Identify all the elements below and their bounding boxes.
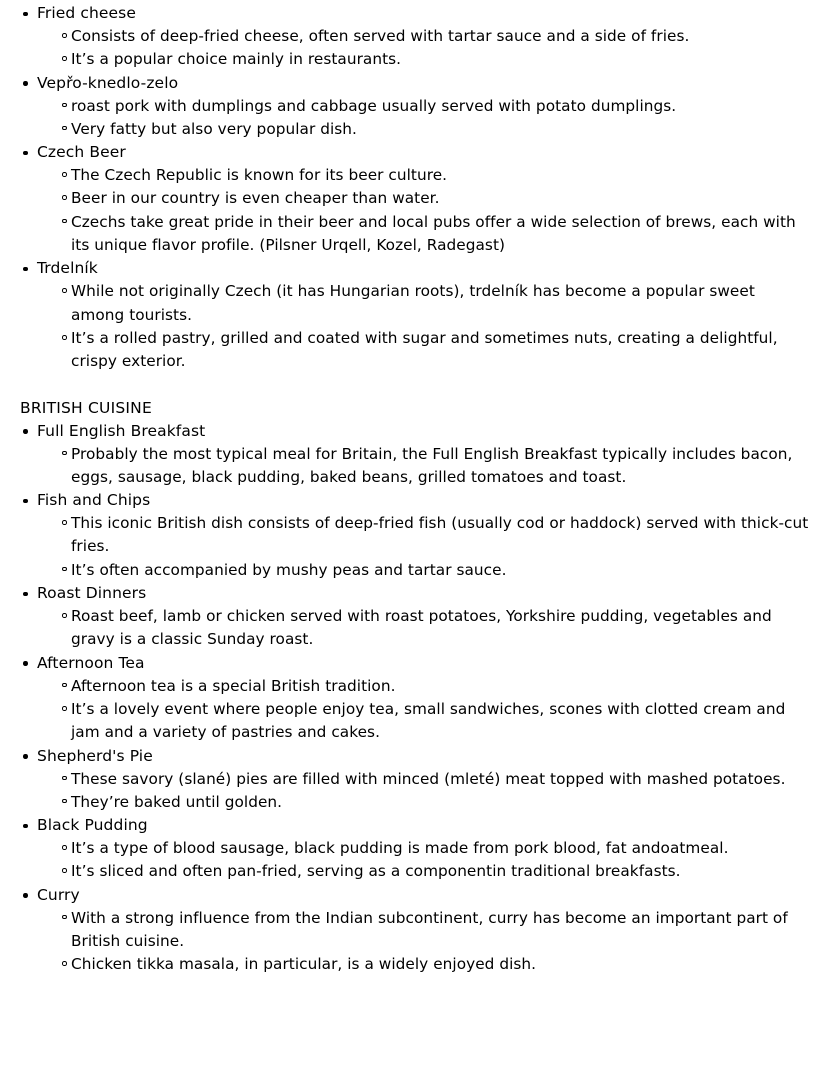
sub-list-item [20,164,810,187]
bullet-list [20,2,810,374]
sub-list-item [20,698,810,745]
sub-bullet-list [20,675,810,745]
list-item-title: Shepherd's Pie [37,746,153,765]
list-item [20,884,810,977]
sub-list-item-text: While not originally Czech (it has Hungarian roots), trdelník has become a popular sweet among tourists. [71,282,755,324]
disc-bullet-icon [23,499,28,504]
list-item-title-row [20,257,810,280]
sub-list-item [20,559,810,582]
sub-list-item-text: This iconic British dish consists of deep-fried fish (usually cod or haddock) served with thick-cut fries. [71,514,809,556]
list-item-title: Roast Dinners [37,584,147,603]
sub-list-item-text: Very fatty but also very popular dish. [71,119,357,138]
sub-list-item [20,791,810,814]
disc-bullet-icon [23,754,28,759]
list-item-title: Curry [37,885,80,904]
list-item-title-row [20,582,810,605]
list-item-title: Czech Beer [37,143,126,162]
sub-list-item-text: It’s sliced and often pan-fried, serving as a componentin traditional breakfasts. [71,862,681,881]
sub-list-item-text: These savory (slané) pies are filled with minced (mleté) meat topped with mashed potatoes. [71,769,786,788]
sub-list-item-text: It’s a rolled pastry, grilled and coated with sugar and sometimes nuts, creating a delightful, crispy exterior. [71,328,778,371]
circle-bullet-icon [62,195,67,200]
sub-list-item-text: It’s a type of blood sausage, black pudding is made from pork blood, fat andoatmeal. [71,839,729,858]
list-item-title-row [20,420,810,443]
list-item-title-row [20,884,810,907]
paragraph-spacer [20,374,810,397]
sub-list-item-text: Chicken tikka masala, in particular, is a widely enjoyed dish. [71,955,537,974]
list-item [20,489,810,582]
sub-list-item-text: The Czech Republic is known for its beer culture. [71,166,448,185]
sub-list-item [20,605,810,652]
circle-bullet-icon [62,103,67,108]
sub-list-item-text: Czechs take great pride in their beer and local pubs offer a wide selection of brews, each with its unique flavor profile. (Pilsner Urqell, Kozel, Radegast) [71,212,796,255]
sub-list-item-text: Probably the most typical meal for Britain, the Full English Breakfast typically includes bacon, eggs, sausage, black pudding, baked beans, grilled tomatoes and toast. [71,444,793,486]
circle-bullet-icon [62,56,67,61]
sub-list-item [20,280,810,327]
sub-bullet-list [20,837,810,884]
list-item-title: Black Pudding [37,816,148,835]
sub-list-item [20,327,810,374]
list-item [20,745,810,815]
sub-bullet-list [20,95,810,142]
circle-bullet-icon [62,776,67,781]
sub-list-item [20,443,810,490]
list-item-title: Afternoon Tea [37,653,145,672]
list-item [20,420,810,490]
sub-list-item-text: With a strong influence from the Indian subcontinent, curry has become an important part of British cuisine. [71,908,788,951]
sub-bullet-list [20,443,810,490]
disc-bullet-icon [23,824,28,829]
sub-list-item-text: Beer in our country is even cheaper than water. [71,189,440,208]
list-item [20,72,810,142]
sub-list-item-text: It’s a lovely event where people enjoy tea, small sandwiches, scones with clotted cream and jam and a variety of pastries and cakes. [71,699,786,742]
sub-bullet-list [20,280,810,373]
sub-list-item [20,837,810,860]
list-item [20,652,810,745]
circle-bullet-icon [62,126,67,131]
list-item [20,257,810,373]
sub-list-item-text: Consists of deep-fried cheese, often served with tartar sauce and a side of fries. [71,27,690,45]
sub-list-item [20,768,810,791]
circle-bullet-icon [62,845,67,850]
list-item-title: Fish and Chips [37,491,151,510]
list-item-title-row [20,814,810,837]
circle-bullet-icon [62,451,67,456]
circle-bullet-icon [62,868,67,873]
sub-list-item [20,907,810,954]
sub-list-item-text: roast pork with dumplings and cabbage usually served with potato dumplings. [71,96,677,115]
list-item-title-row [20,72,810,95]
list-item-title-row [20,489,810,512]
circle-bullet-icon [62,706,67,711]
sub-list-item-text: It’s a popular choice mainly in restaurants. [71,50,402,69]
circle-bullet-icon [62,567,67,572]
sub-bullet-list [20,25,810,72]
circle-bullet-icon [62,915,67,920]
circle-bullet-icon [62,799,67,804]
sub-bullet-list [20,907,810,977]
list-item [20,814,810,884]
disc-bullet-icon [23,12,28,17]
disc-bullet-icon [23,81,28,86]
sub-bullet-list [20,512,810,582]
sub-list-item-text: They’re baked until golden. [71,792,283,811]
list-item-title: Trdelník [37,259,98,278]
circle-bullet-icon [62,172,67,177]
sub-bullet-list [20,164,810,257]
circle-bullet-icon [62,520,67,525]
circle-bullet-icon [62,219,67,224]
section-heading: BRITISH CUISINE [20,398,152,417]
sub-list-item [20,860,810,883]
list-item-title-row [20,652,810,675]
sub-list-item [20,675,810,698]
sub-list-item [20,211,810,258]
sub-list-item [20,512,810,559]
sub-list-item-text: Afternoon tea is a special British tradition. [71,676,396,695]
circle-bullet-icon [62,335,67,340]
sub-list-item [20,25,810,48]
list-item [20,141,810,257]
document-content [20,2,810,977]
disc-bullet-icon [23,267,28,272]
list-item-title: Full English Breakfast [37,421,206,440]
disc-bullet-icon [23,893,28,898]
disc-bullet-icon [23,429,28,434]
list-item [20,2,810,72]
sub-list-item [20,187,810,210]
list-item-title-row [20,141,810,164]
list-item-title: Vepřo-knedlo-zelo [37,73,179,92]
sub-bullet-list [20,605,810,652]
circle-bullet-icon [62,961,67,966]
circle-bullet-icon [62,613,67,618]
sub-list-item [20,95,810,118]
sub-list-item-text: Roast beef, lamb or chicken served with roast potatoes, Yorkshire pudding, vegetables and gravy is a classic Sunday roast. [71,607,772,649]
circle-bullet-icon [62,33,67,38]
circle-bullet-icon [62,683,67,688]
sub-bullet-list [20,768,810,815]
disc-bullet-icon [23,151,28,156]
sub-list-item [20,118,810,141]
list-item-title-row [20,745,810,768]
sub-list-item [20,48,810,71]
list-item-title-row [20,2,810,25]
disc-bullet-icon [23,661,28,666]
list-item-title: Fried cheese [37,4,136,22]
circle-bullet-icon [62,288,67,293]
list-item [20,582,810,652]
sub-list-item [20,953,810,976]
bullet-list [20,420,810,977]
sub-list-item-text: It’s often accompanied by mushy peas and tartar sauce. [71,560,507,579]
disc-bullet-icon [23,592,28,597]
